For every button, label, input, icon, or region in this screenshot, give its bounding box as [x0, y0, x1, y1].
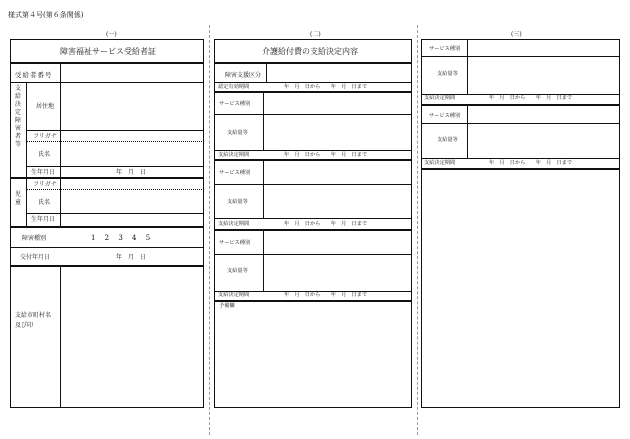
column-label-1: (一): [106, 31, 117, 38]
decision-period-label: 支給決定期間: [218, 221, 250, 227]
panel-1-title: 障害福祉サービス受給者証: [60, 47, 156, 56]
furigana-label: フリガナ: [33, 133, 57, 140]
service-type-label: サービス種別: [219, 170, 251, 176]
fold-line: [417, 25, 418, 435]
address-label: 居住地: [36, 103, 55, 110]
support-category-label: 障害支援区分: [225, 72, 262, 79]
service-type-label: サービス種別: [219, 101, 251, 107]
service-type-label: サービス種別: [429, 113, 461, 119]
seal-label: 及び印: [15, 322, 34, 329]
validity-period-label: 認定有効期間: [218, 84, 250, 90]
child-birthdate-label: 生年月日: [31, 216, 56, 223]
validity-period-value: 年 月 日から 年 月 日まで: [284, 84, 368, 90]
service-type-label: サービス種別: [219, 240, 251, 246]
decision-period-label: 支給決定期間: [424, 95, 456, 101]
amount-label: 支給量等: [227, 130, 248, 136]
panel-2-title: 介護給付費の支給決定内容: [262, 47, 358, 56]
decision-period-label: 支給決定期間: [218, 292, 250, 298]
disability-type-label: 障害種別: [22, 235, 47, 242]
decision-period-value: 年 月 日から 年 月 日まで: [284, 292, 368, 298]
amount-label: 支給量等: [227, 199, 248, 205]
decision-period-value: 年 月 日から 年 月 日まで: [284, 152, 368, 158]
child-furigana-label: フリガナ: [33, 181, 57, 188]
decision-period-value: 年 月 日から 年 月 日まで: [489, 95, 573, 101]
amount-label: 支給量等: [227, 268, 248, 274]
remarks-label: 予備欄: [219, 303, 235, 309]
decision-period-label: 支給決定期間: [424, 160, 456, 166]
amount-label: 支給量等: [437, 137, 458, 143]
decision-period-value: 年 月 日から 年 月 日まで: [489, 160, 573, 166]
service-type-label: サービス種別: [429, 46, 461, 52]
issue-date-label: 交付年月日: [20, 254, 51, 261]
decision-period-label: 支給決定期間: [218, 152, 250, 158]
birthdate-label: 生年月日: [31, 169, 56, 176]
municipality-label: 支給市町村名: [15, 312, 52, 319]
target-person-label: 支 給 決 定 障 害 者 等: [14, 85, 21, 148]
panel-1: [10, 39, 204, 408]
child-label: 児 童: [14, 191, 21, 206]
column-label-3: (三): [511, 31, 522, 38]
column-label-2: (二): [310, 31, 321, 38]
decision-period-value: 年 月 日から 年 月 日まで: [284, 221, 368, 227]
form-number: 様式第４号(第６条関係): [8, 11, 84, 19]
child-name-label: 氏名: [38, 199, 51, 206]
recipient-number-label: 受給者番号: [15, 71, 53, 79]
birthdate-value: 年 月 日: [116, 169, 147, 176]
issue-date-value: 年 月 日: [116, 254, 147, 261]
disability-type-numbers: 1 2 3 4 5: [91, 234, 151, 242]
name-label: 氏名: [38, 151, 51, 158]
amount-label: 支給量等: [437, 71, 458, 77]
fold-line: [209, 25, 210, 435]
